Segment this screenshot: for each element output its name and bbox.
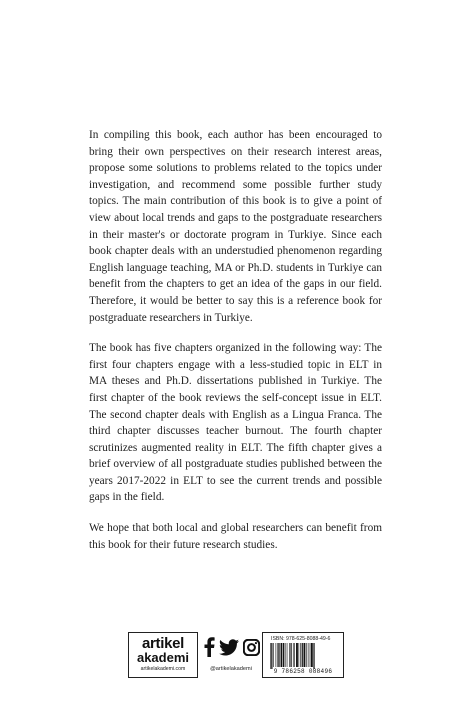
social-media: [202, 632, 260, 678]
barcode-stripe: [299, 643, 300, 667]
barcode-stripe: [303, 643, 305, 667]
publisher-website: artikelakademi.com: [140, 666, 186, 672]
barcode-stripe: [300, 643, 301, 667]
barcode-stripe: [311, 643, 313, 667]
barcode-stripe: [273, 643, 274, 667]
barcode-stripe: [270, 643, 271, 669]
paragraph-2: The book has five chapters organized in the following way: The first four chapters engage with a less-studied topic in ELT in MA theses and Ph.D. dissertations published in Turkiye. The first chapter of the book reviews the self-concept issue in ELT. The second chapter deals with English as a Lingua Franca. The third chapter discusses teacher burnout. The fourth chapter scrutinizes augmented reality in ELT. The fifth chapter gives a brief overview of all postgraduate studies published between the years 2017-2022 in ELT to see the current trends and possible gaps in the field.: [89, 342, 382, 504]
barcode-stripe: [283, 643, 284, 667]
logo-top-text: artikel: [141, 635, 185, 652]
barcode-stripe: [277, 643, 278, 667]
barcode-stripe: [308, 643, 309, 667]
barcode-stripe: [287, 643, 288, 667]
social-icons: [203, 639, 260, 661]
barcode-stripe: [294, 643, 295, 667]
barcode-stripe: [306, 643, 307, 667]
barcode-stripe: [313, 643, 314, 669]
isbn-label: ISBN: 978-625-8088-49-6: [271, 636, 331, 642]
publisher-logo: [128, 632, 198, 678]
barcode-stripe: [271, 643, 272, 669]
barcode-stripe: [310, 643, 311, 667]
paragraph-3: We hope that both local and global researchers can benefit from this book for their future research studies.: [89, 522, 382, 551]
barcode-stripe: [279, 643, 280, 667]
back-cover-text: [89, 127, 382, 567]
paragraph-1: In compiling this book, each author has been encouraged to bring their own perspectives on their research interest areas, propose some solutions to problems related to the topics under investigation, and recommend some possible further study topics. The main contribution of this book is to give a point of view about local trends and gaps to the postgraduate researchers in their master's or doctorate program in Turkiye. Since each book chapter deals with an understudied phenomenon regarding English language teaching, MA or Ph.D. students in Turkiye can benefit from the chapters to get an idea of the gaps in our field. Therefore, it would be better to say this is a reference book for postgraduate researchers in Turkiye.: [89, 129, 382, 324]
social-handle: @artikelakademi: [210, 665, 252, 672]
barcode-stripe: [289, 643, 290, 667]
twitter-icon: [219, 639, 239, 661]
publisher-footer: [128, 632, 344, 678]
facebook-icon: [203, 637, 215, 662]
isbn-barcode: [262, 632, 344, 678]
logo-bottom-text: akademi: [136, 650, 190, 665]
barcode-stripe: [290, 643, 291, 667]
barcode-stripe: [281, 643, 283, 667]
barcode-icon: [268, 643, 338, 669]
barcode-stripe: [296, 643, 298, 667]
barcode-stripe: [302, 643, 303, 667]
barcode-stripe: [276, 643, 277, 667]
barcode-digits: 9 786258 088496: [273, 668, 333, 675]
barcode-stripe: [293, 643, 294, 667]
barcode-stripe: [285, 643, 286, 667]
instagram-icon: [243, 639, 260, 661]
